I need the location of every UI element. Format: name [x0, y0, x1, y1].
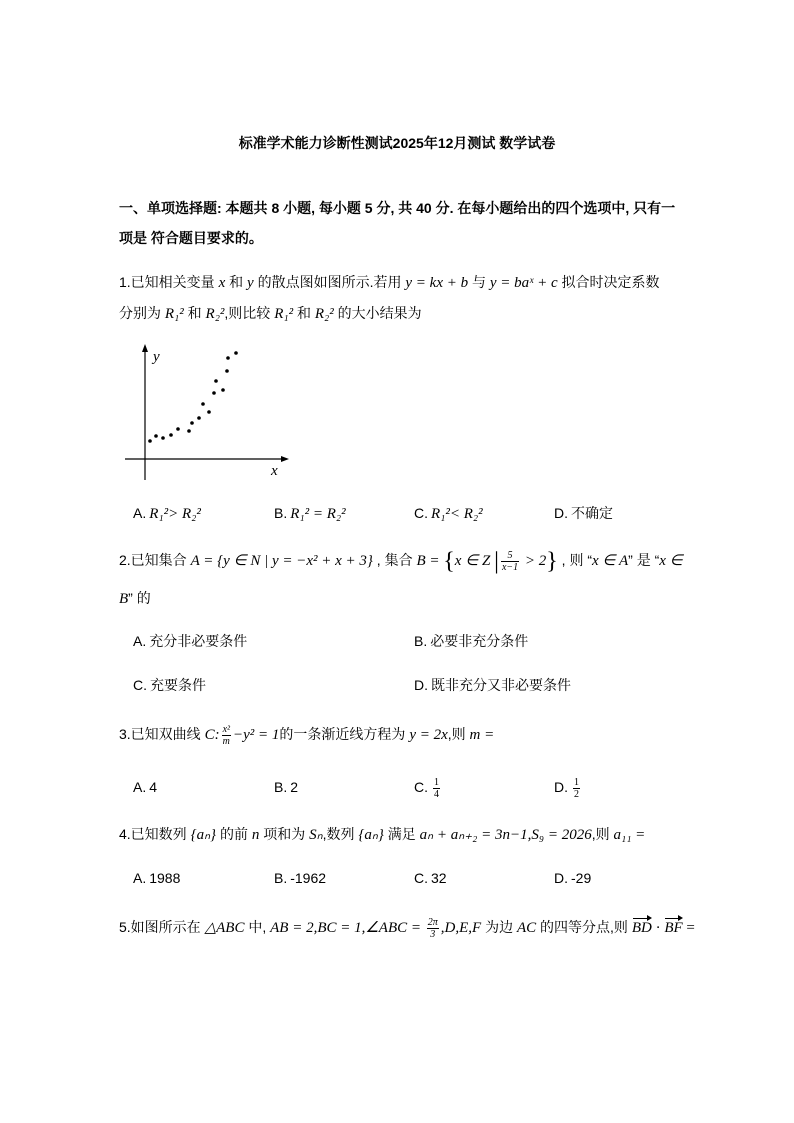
stem-math: n	[251, 827, 260, 843]
q2-option-c	[133, 675, 206, 695]
fraction-numerator: x²	[222, 723, 231, 735]
stem-text: 的四等分点,则	[536, 919, 632, 935]
stem-text: ” 是 “	[628, 552, 660, 568]
q2-stem-line-2	[119, 588, 151, 609]
q3-option-d	[554, 775, 582, 800]
brace-open: {	[443, 548, 455, 575]
vector-bf: BF	[664, 916, 682, 940]
fraction	[573, 777, 580, 800]
stem-math: ,D,E,F	[440, 920, 482, 936]
option-label: B.	[274, 779, 288, 795]
stem-text: , 则 “	[557, 552, 593, 568]
stem-math: y = baˣ + c	[489, 275, 558, 291]
stem-math: △ABC	[204, 920, 245, 936]
stem-text: 的前	[216, 826, 252, 842]
q2-option-a	[133, 631, 247, 651]
q2-option-b	[414, 631, 528, 651]
option-text: 不确定	[571, 505, 613, 521]
option-text: 充分非必要条件	[149, 633, 248, 649]
stem-text: ,则	[447, 726, 470, 742]
q3-option-a	[133, 775, 160, 799]
stem-text: , 集合	[372, 552, 417, 568]
q4-option-a	[133, 868, 183, 888]
option-label: A.	[133, 633, 147, 649]
q2-stem-line-1	[119, 547, 683, 574]
fraction	[501, 550, 519, 573]
option-label: C.	[414, 779, 428, 795]
stem-text: 的大小结果为	[333, 305, 422, 321]
fraction-numerator: 1	[574, 776, 579, 788]
stem-text: 5.如图所示在	[119, 919, 205, 935]
stem-math: Sₙ	[309, 827, 323, 843]
stem-math: aₙ + aₙ₊₂ = 3n−1,S₉ = 2026	[419, 827, 592, 843]
scatter-point	[148, 439, 152, 443]
stem-math: x ∈ A	[592, 553, 629, 569]
x-axis-arrow	[281, 456, 289, 462]
option-text: 既非充分又非必要条件	[431, 677, 571, 693]
stem-math: AC	[516, 920, 537, 936]
stem-math: > 2	[521, 553, 547, 569]
q4-option-c	[414, 868, 450, 888]
q2-option-d	[414, 675, 571, 695]
option-label: B.	[274, 870, 288, 886]
option-label: C.	[414, 505, 428, 521]
fraction	[222, 724, 231, 747]
x-axis-label: x	[271, 463, 278, 479]
scatter-point	[154, 434, 158, 438]
fraction-denominator: 2	[574, 788, 579, 800]
stem-text: 与	[468, 274, 490, 290]
q4-option-d	[554, 868, 594, 888]
scatter-point	[169, 433, 173, 437]
option-text: 32	[431, 870, 447, 886]
option-label: D.	[554, 870, 568, 886]
option-text: 必要非充分条件	[430, 633, 529, 649]
option-text: -29	[571, 870, 592, 886]
stem-text: 3.已知双曲线	[119, 726, 205, 742]
option-text: 2	[290, 779, 299, 795]
stem-text: ,则比较	[224, 305, 275, 321]
fraction-numerator: 5	[507, 549, 513, 561]
fraction-denominator: 3	[427, 928, 439, 940]
option-label: A.	[133, 779, 147, 795]
scatter-point	[176, 427, 180, 431]
stem-math: R₁²	[164, 306, 184, 322]
stem-text: 拟合时决定系数	[557, 274, 660, 290]
page-title: 标准学术能力诊断性测试2025年12月测试 数学试卷	[238, 135, 556, 151]
stem-math: −y² = 1	[233, 727, 280, 743]
stem-math: B =	[416, 553, 444, 569]
stem-text: 的散点图如图所示.若用	[253, 274, 406, 290]
stem-text: ,数列	[322, 826, 359, 842]
q1-stem-line-1	[119, 272, 660, 293]
option-text: 4	[149, 779, 158, 795]
stem-math: x	[218, 275, 226, 291]
y-axis-label: y	[153, 349, 160, 365]
stem-math: x ∈	[659, 553, 683, 569]
section-header-line-1: 一、单项选择题: 本题共 8 小题, 每小题 5 分, 共 40 分. 在每小题给出的四个选项中, 只有一	[119, 200, 676, 216]
option-text: -1962	[290, 870, 327, 886]
option-label: B.	[274, 505, 288, 521]
stem-text: ” 的	[128, 590, 151, 606]
stem-text: ,则	[591, 826, 614, 842]
fraction-denominator: 4	[434, 788, 439, 800]
scatter-point	[212, 391, 216, 395]
q1-option-c	[414, 503, 483, 524]
option-label: A.	[133, 870, 147, 886]
q1-option-a	[133, 503, 201, 524]
stem-math: R₂²	[314, 306, 334, 322]
q3-stem-line-1	[119, 722, 494, 747]
scatter-point	[207, 410, 211, 414]
set-bar: |	[494, 548, 499, 575]
stem-math: y	[247, 275, 254, 291]
stem-text: 的一条渐近线方程为	[279, 726, 410, 742]
option-label: A.	[133, 505, 147, 521]
option-label: D.	[554, 779, 568, 795]
stem-math: =	[682, 920, 695, 936]
stem-math: AB = 2,BC = 1,∠ABC =	[270, 920, 425, 936]
stem-text: 满足	[383, 826, 420, 842]
stem-text: 项和为	[259, 826, 310, 842]
option-text: 充要条件	[150, 677, 206, 693]
q1-option-b	[274, 503, 346, 524]
stem-math: y = kx + b	[405, 275, 469, 291]
option-text: R₁²> R₂²	[149, 506, 201, 522]
scatter-point	[221, 388, 225, 392]
vector-bd: BD	[632, 916, 652, 940]
option-text: R₁² = R₂²	[290, 506, 346, 522]
option-label: D.	[414, 677, 428, 693]
stem-math: R₂²	[205, 306, 225, 322]
stem-math: {aₙ}	[190, 827, 217, 843]
stem-math: m =	[469, 727, 495, 743]
stem-text: 和	[293, 305, 315, 321]
stem-math: A = {y ∈ N | y = −x² + x + 3}	[190, 553, 373, 569]
scatter-point	[197, 416, 201, 420]
scatter-point	[187, 429, 191, 433]
q1-option-d	[554, 503, 613, 523]
q4-stem-line-1	[119, 824, 645, 845]
q5-stem-line-1	[119, 915, 695, 940]
stem-text: 4.已知数列	[119, 826, 191, 842]
fraction-numerator: 1	[434, 776, 439, 788]
q1-scatter-plot	[120, 340, 295, 485]
fraction	[427, 917, 439, 940]
stem-text: 和	[183, 305, 206, 321]
stem-math: y = 2x	[409, 727, 448, 743]
q1-stem-line-2	[119, 303, 422, 324]
brace-close: }	[546, 548, 558, 575]
stem-text: 中,	[244, 919, 271, 935]
scatter-point	[161, 436, 165, 440]
stem-text: 为边	[481, 919, 517, 935]
stem-text: 1.已知相关变量	[119, 274, 219, 290]
stem-math: x ∈ Z	[454, 553, 495, 569]
scatter-point	[201, 402, 205, 406]
stem-text: 和	[225, 274, 248, 290]
stem-math: {aₙ}	[358, 827, 384, 843]
q4-option-b	[274, 868, 329, 888]
option-label: C.	[133, 677, 147, 693]
option-label: B.	[414, 633, 428, 649]
fraction-denominator: x−1	[501, 561, 519, 573]
scatter-point	[234, 351, 238, 355]
fraction-denominator: m	[222, 735, 230, 747]
scatter-point	[214, 379, 218, 383]
stem-math: ·	[651, 920, 665, 936]
option-label: D.	[554, 505, 568, 521]
option-text: 1988	[149, 870, 181, 886]
option-text: R₁²< R₂²	[431, 506, 483, 522]
fraction-numerator: 2π	[427, 916, 438, 928]
stem-math: a₁₁ =	[613, 827, 646, 843]
section-header-line-2: 项是 符合题目要求的。	[119, 230, 263, 246]
q3-option-b	[274, 775, 301, 799]
stem-math: C:	[204, 727, 220, 743]
q3-option-c	[414, 775, 442, 800]
stem-text: 2.已知集合	[119, 552, 191, 568]
scatter-point	[225, 369, 229, 373]
stem-math: R₁²	[274, 306, 294, 322]
y-axis-arrow	[142, 344, 148, 352]
stem-math: B	[119, 591, 129, 607]
fraction	[433, 777, 440, 800]
option-label: C.	[414, 870, 428, 886]
scatter-point	[226, 356, 230, 360]
stem-text: 分别为	[119, 305, 165, 321]
scatter-point	[190, 421, 194, 425]
